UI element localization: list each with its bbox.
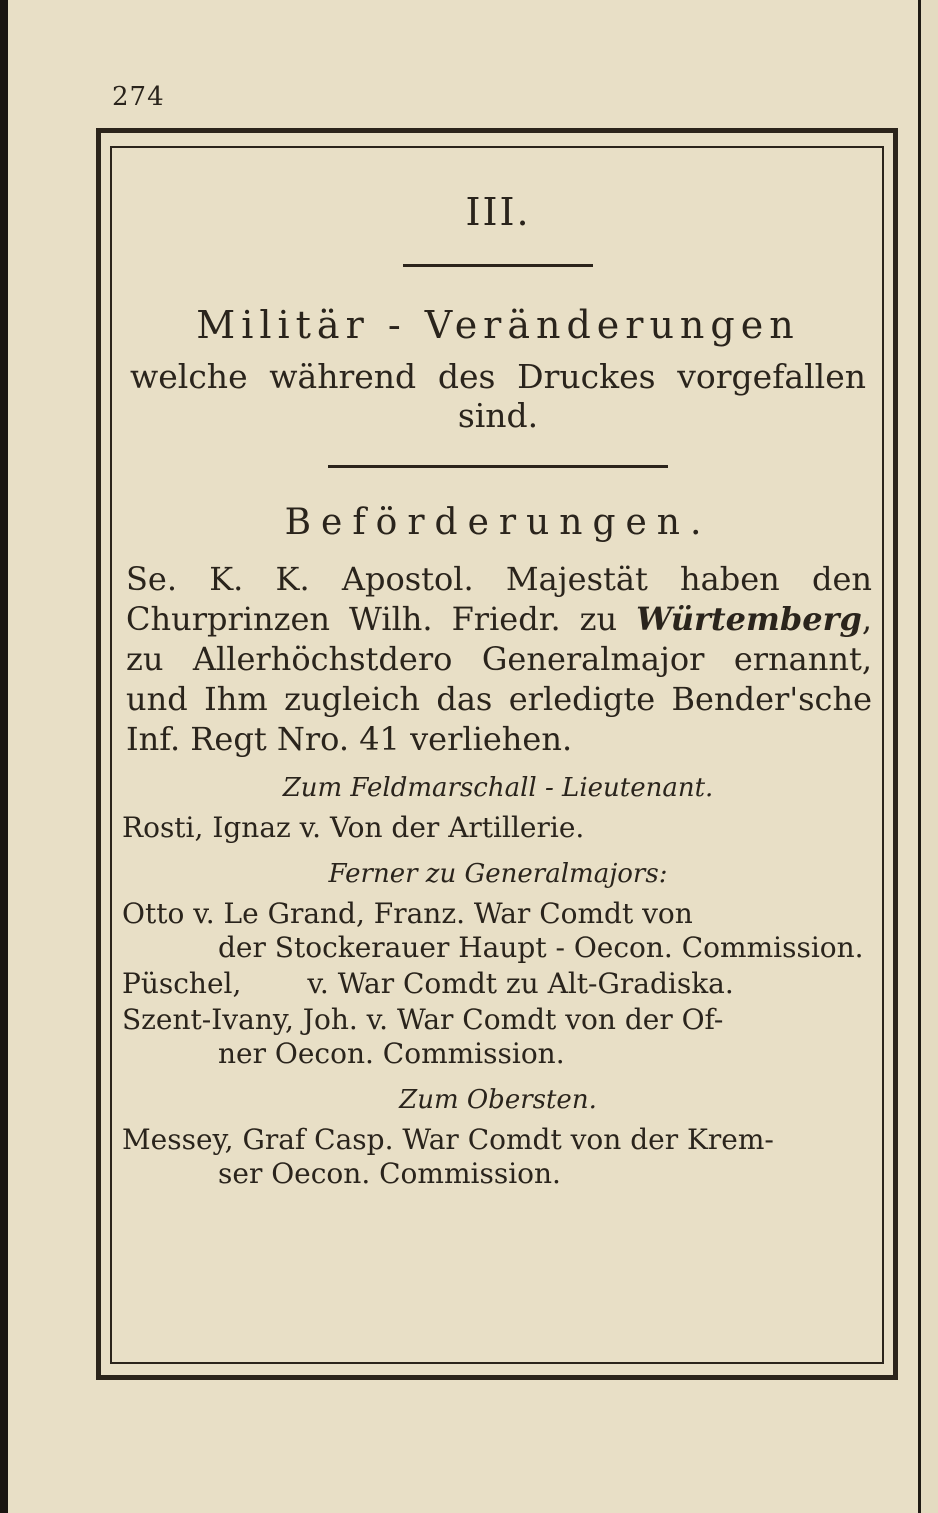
promotion-entry [122, 897, 874, 965]
entry-text: War Comdt von [464, 897, 693, 930]
page-content [122, 190, 874, 1193]
entry-text: v. War Comdt zu Alt-Gradiska. [307, 967, 734, 1000]
page-number: 274 [112, 82, 165, 112]
page-edge [918, 0, 938, 1513]
entry-name: Szent-Ivany, Joh. v. [122, 1003, 389, 1036]
book-spine-shadow [0, 0, 8, 1513]
category-heading: Zum Feldmarschall - Lieutenant. [282, 773, 714, 803]
section-heading: Beförderungen. [284, 502, 712, 543]
divider-rule [403, 264, 593, 267]
category-heading: Ferner zu Generalmajors: [328, 859, 668, 889]
entry-continuation: der Stockerauer Haupt - Oecon. Commission. [218, 931, 864, 964]
entry-continuation: ner Oecon. Commission. [218, 1037, 565, 1070]
paragraph-text: Se. K. K. Apostol. Majestät haben den Churprinzen Wilh. Friedr. zu [126, 560, 872, 638]
entry-text: War Comdt von der Of- [388, 1003, 724, 1036]
entry-name: Püschel, [122, 967, 242, 1000]
promotion-entry [122, 1003, 874, 1071]
chapter-subtitle: welche während des Druckes vorgefallen sind. [130, 357, 866, 435]
entry-continuation: ser Oecon. Commission. [218, 1157, 561, 1190]
entry-name: Otto v. Le Grand, Franz. [122, 897, 465, 930]
chapter-title: Militär - Veränderungen [196, 303, 800, 347]
divider-rule [328, 465, 668, 468]
promotion-entry [122, 1123, 874, 1191]
section-number: III. [465, 190, 531, 234]
entry-text: War Comdt von der Krem- [393, 1123, 774, 1156]
paragraph-text: , zu Allerhöchstdero Generalmajor ernannt, und Ihm zugleich das erledigte Bender'sche Inf. Regt Nro. 41 verliehen. [126, 600, 872, 758]
entry-name: Messey, Graf Casp. [122, 1123, 394, 1156]
paragraph-emphasis: Würtemberg [636, 600, 862, 638]
announcement-paragraph [126, 559, 872, 759]
promotion-entry [122, 967, 874, 1001]
promotion-entry: Rosti, Ignaz v. Von der Artillerie. [122, 811, 585, 844]
category-heading: Zum Obersten. [399, 1085, 597, 1115]
